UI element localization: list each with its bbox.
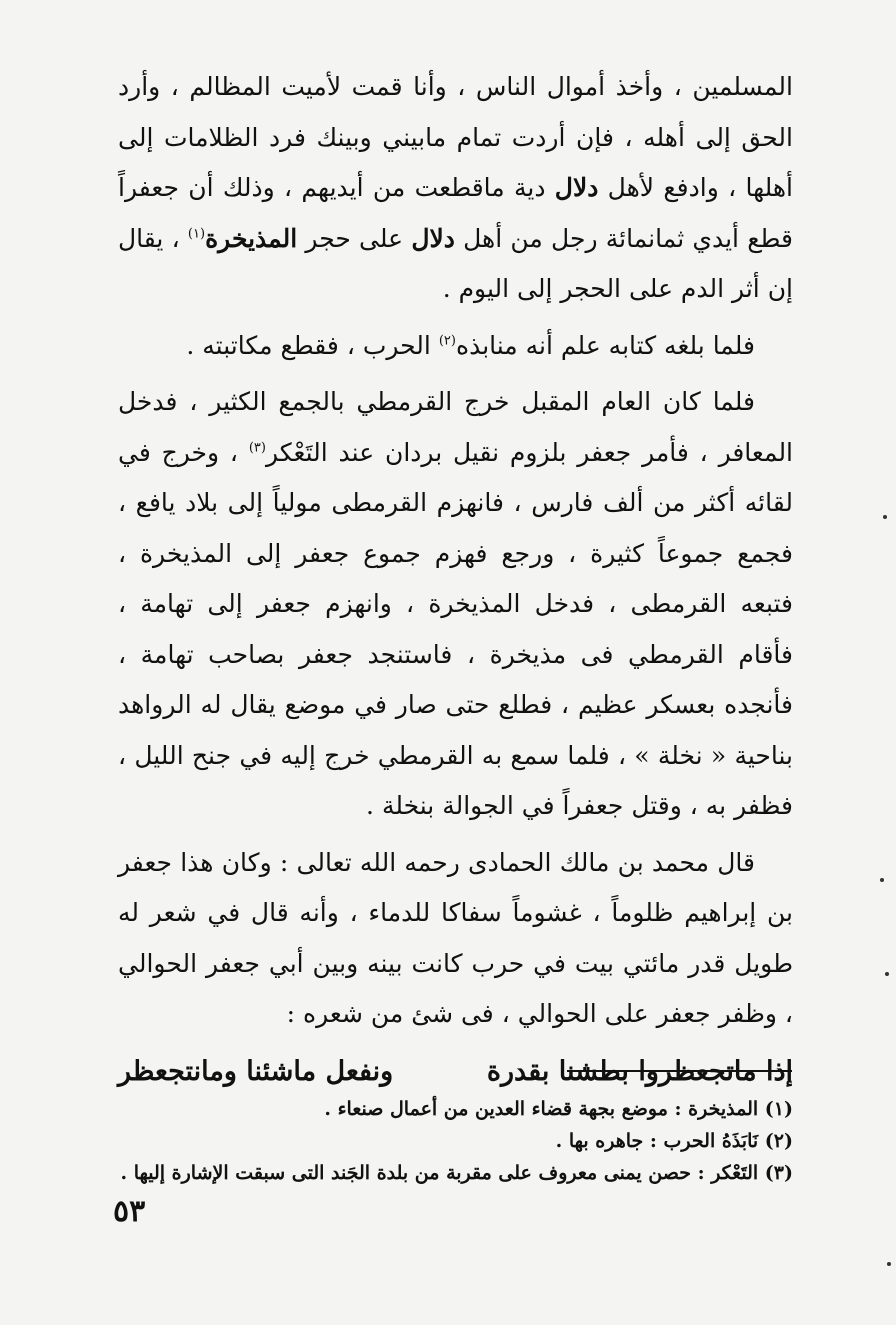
paragraph-1 <box>118 62 793 315</box>
text-run: فلما كان العام المقبل خرج القرمطي بالجمع الكثير ، فدخل المعافر ، فأمر جعفر بلزوم نقيل بردان عند التَعْكر <box>118 387 794 467</box>
footnote-term: المذيخرة <box>688 1098 759 1120</box>
scan-speck <box>887 1262 891 1266</box>
page-body <box>118 62 793 1098</box>
footnote-marker: (٣) <box>764 1162 793 1184</box>
bold-term: دلال <box>411 223 455 253</box>
footnote-2 <box>118 1125 793 1157</box>
text-run: الحرب ، فقطع مكاتبته . <box>186 330 439 360</box>
footnote-ref: (٢) <box>438 333 456 349</box>
scan-speck <box>880 878 884 882</box>
footnotes <box>118 1093 793 1189</box>
verse-second-hemistich: ونفعل ماشئنا ومانتجعظر <box>118 1055 394 1087</box>
text-run: قال محمد بن مالك الحمادى رحمه الله تعالى : وكان هذا جعفر بن إبراهيم ظلوماً ، غشوماً سفاكا للدماء ، وأنه قال في شعر له طويل قدر مائتي بيت في حرب كانت بينه وبين أبي جعفر الحوالي ، وظفر جعفر على الحوالي ، فى شئ من شعره : <box>118 847 793 1028</box>
footnote-separator <box>567 1070 792 1072</box>
text-run: فلما بلغه كتابه علم أنه منابذه <box>455 330 755 360</box>
bold-term: دلال <box>554 173 599 202</box>
bold-term: المذيخرة <box>205 223 298 253</box>
scan-speck <box>885 972 889 976</box>
footnote-ref: (١) <box>187 226 206 242</box>
footnote-term: التَعْكر <box>711 1162 759 1184</box>
text-run: دية ماقطعت من أيديهم ، وذلك أن جعفراً قطع أيدي ثمانمائة رجل من أهل <box>118 173 793 253</box>
text-run: المسلمين ، وأخذ أموال الناس ، وأنا قمت لأميت المظالم ، وأرد الحق إلى أهله ، فإن أردت تمام مابيني وبينك فرد الظلامات إلى أهلها ، وادفع لأهل <box>118 72 793 202</box>
footnote-ref: (٣) <box>248 440 266 456</box>
paragraph-4 <box>118 838 793 1040</box>
verse-first-hemistich: إذا ماتجعظروا بطشنا بقدرة <box>486 1055 793 1087</box>
footnote-text: : حصن يمنى معروف على مقربة من بلدة الجَند التى سبقت الإشارة إليها . <box>120 1162 712 1184</box>
text-run: ، يقال إن أثر الدم على الحجر إلى اليوم . <box>118 223 793 303</box>
footnote-1 <box>118 1093 793 1125</box>
paragraph-2 <box>118 321 793 372</box>
footnote-marker: (٢) <box>764 1130 793 1152</box>
page-number: ٥٣ <box>113 1194 146 1229</box>
footnote-marker: (١) <box>764 1098 793 1120</box>
scan-speck <box>883 515 887 519</box>
footnote-text: : جاهره بها . <box>555 1130 664 1152</box>
footnote-term: نَابَذَهُ الحرب <box>663 1130 759 1152</box>
paragraph-3 <box>118 377 793 832</box>
footnote-text: : موضع بجهة قضاء العدين من أعمال صنعاء . <box>324 1098 689 1120</box>
text-run: ، وخرج في لقائه أكثر من ألف فارس ، فانهزم القرمطى مولياً إلى بلاد يافع ، فجمع جموعاً كثيرة ، ورجع فهزم جموع جعفر إلى المذيخرة ، فتبعه القرمطى ، فدخل المذيخرة ، وانهزم جعفر إلى تهامة ، فأقام القرمطي فى مذيخرة ، فاستنجد جعفر بصاحب تهامة ، فأنجده بعسكر عظيم ، فطلع حتى صار في موضع يقال له الرواهد بناحية « نخلة » ، فلما سمع به القرمطي خرج إليه في جنح الليل ، فظفر به ، وقتل جعفراً في الجوالة بنخلة . <box>118 437 793 820</box>
footnote-3 <box>118 1157 793 1189</box>
text-run: على حجر <box>297 223 412 253</box>
paragraphs <box>118 62 793 1040</box>
